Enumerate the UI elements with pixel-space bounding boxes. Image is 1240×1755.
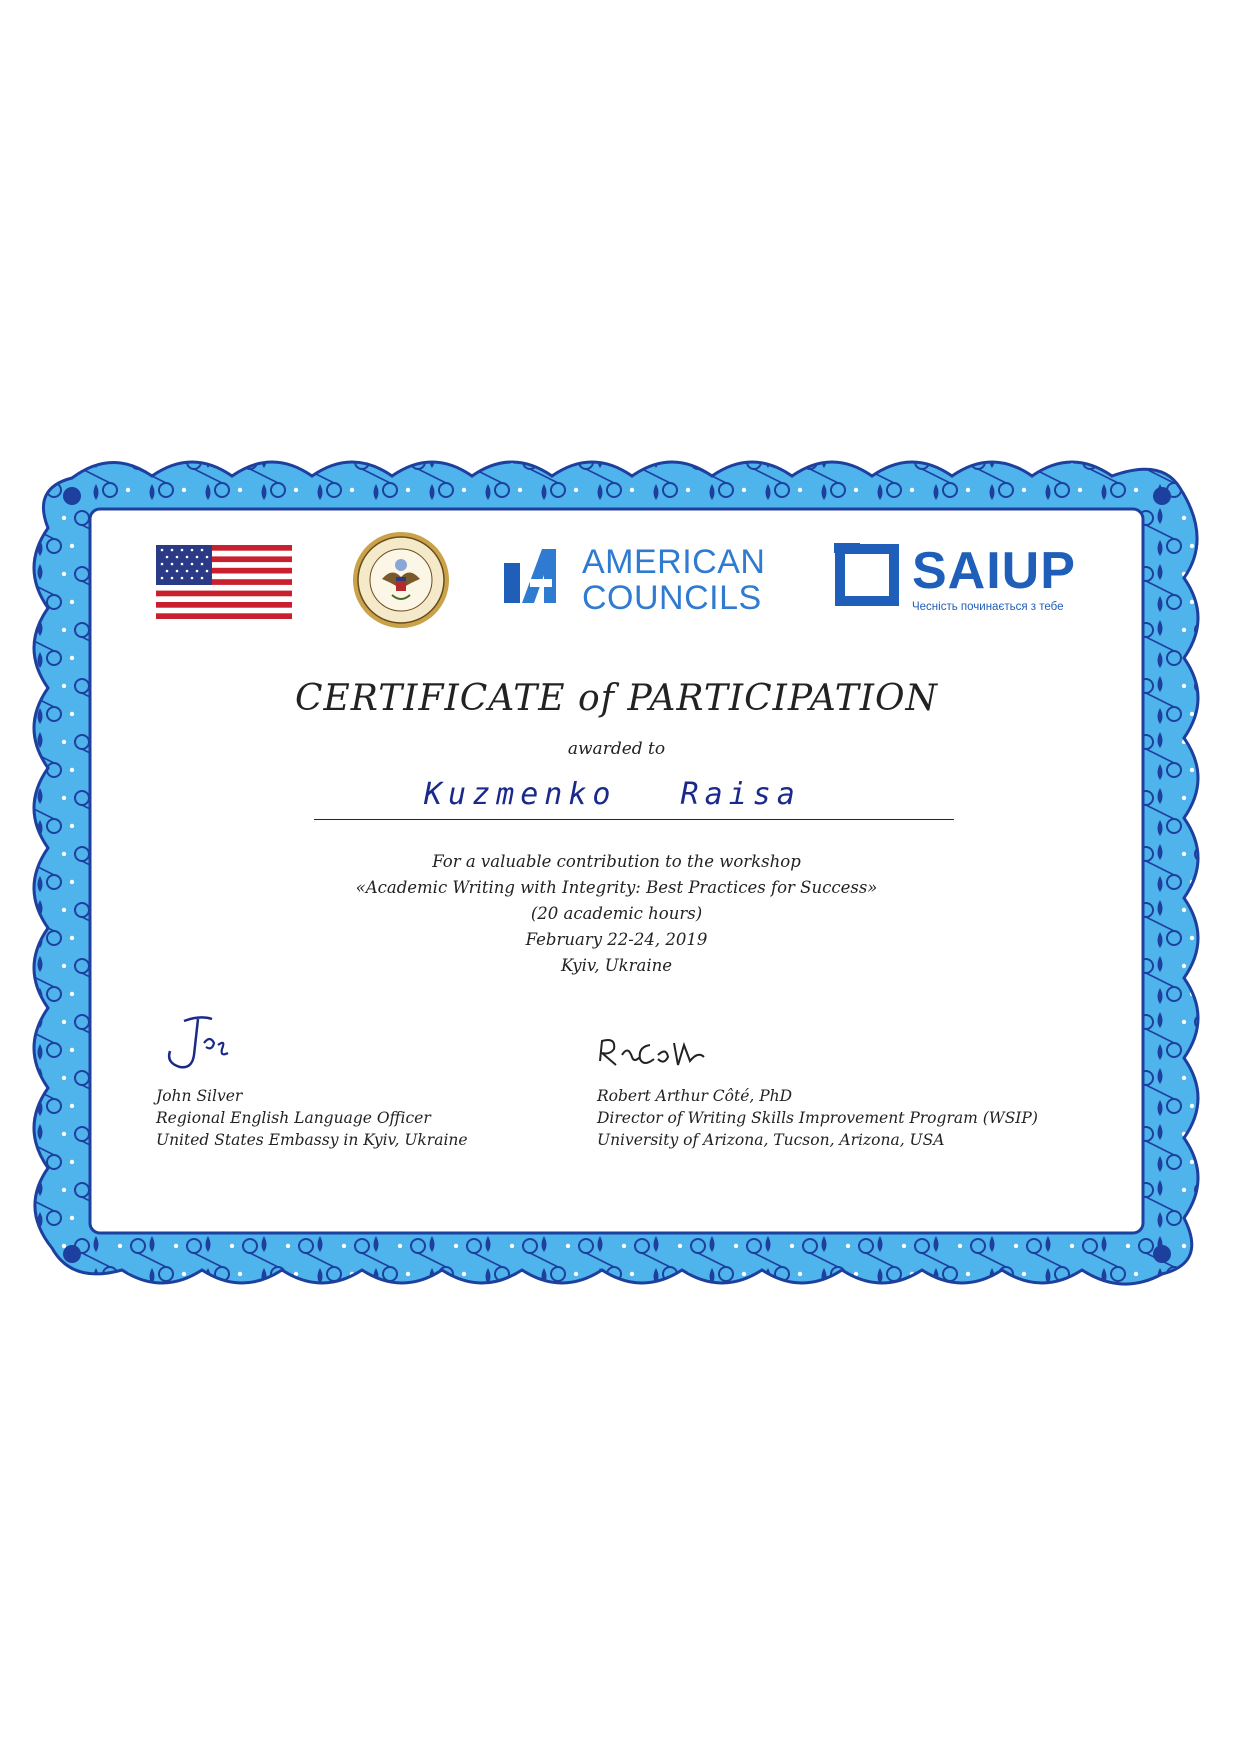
ac-line2: COUNCILS (582, 579, 762, 617)
workshop-intro: For a valuable contribution to the workshop (432, 852, 801, 871)
american-councils-mark-icon (504, 545, 574, 615)
department-of-state-seal-icon (352, 531, 450, 629)
ac-line1: AMERICAN (582, 543, 766, 581)
awarded-to: awarded to (567, 739, 666, 759)
workshop-location: Kyiv, Ukraine (560, 956, 673, 975)
signature-right-icon (594, 1031, 714, 1075)
signer-right-title: Director of Writing Skills Improvement Program (WSIP) (597, 1109, 1038, 1127)
saiup-mark-icon (834, 543, 900, 607)
certificate-title: CERTIFICATE of PARTICIPATION (294, 678, 939, 719)
signer-left-title: Regional English Language Officer (156, 1109, 431, 1127)
signer-left-name: John Silver (156, 1087, 243, 1105)
certificate-details (94, 849, 1139, 979)
signer-left-org: United States Embassy in Kyiv, Ukraine (156, 1131, 468, 1149)
saiup-logo (834, 539, 1114, 629)
signature-left-icon (154, 1013, 244, 1083)
workshop-date: February 22-24, 2019 (525, 930, 708, 949)
recipient-line (314, 775, 954, 820)
signature-right (597, 1085, 1038, 1151)
us-flag-icon (156, 545, 292, 619)
saiup-name: SAIUP (912, 542, 1076, 600)
american-councils-logo (504, 541, 804, 621)
signer-right-name: Robert Arthur Côté, PhD (597, 1087, 793, 1105)
signer-right-org: University of Arizona, Tucson, Arizona, USA (597, 1131, 945, 1149)
recipient-name: Kuzmenko Raisa (424, 777, 801, 812)
certificate-body (94, 513, 1139, 1229)
certificate (12, 448, 1222, 1296)
saiup-tagline: Чесність починається з тебе (912, 601, 1064, 613)
signature-left (156, 1085, 468, 1151)
workshop-hours: (20 academic hours) (530, 904, 703, 923)
workshop-title: «Academic Writing with Integrity: Best Practices for Success» (355, 878, 878, 897)
